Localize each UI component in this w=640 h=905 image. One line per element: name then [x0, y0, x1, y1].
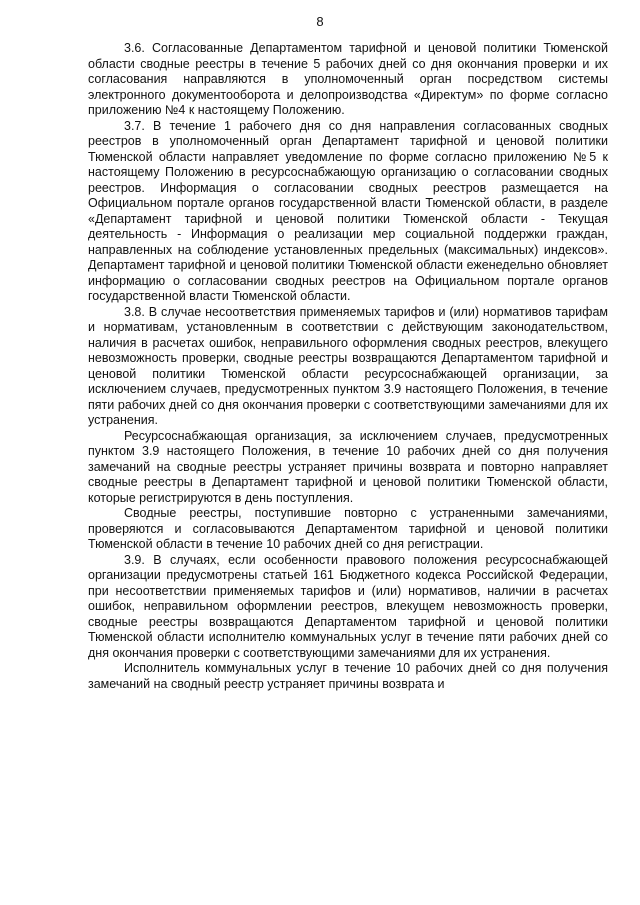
paragraph-resubmission: Ресурсоснабжающая организация, за исключением случаев, предусмотренных пунктом 3.9 настоящего Положения, в течение 10 рабочих дней со дня получения замечаний на сводные реестры устраняет причины возврата и повторно направляет сводные реестры в Департамент тарифной и ценовой политики Тюменской области, которые регистрируются в день поступления.	[88, 428, 608, 505]
paragraph-executor: Исполнитель коммунальных услуг в течение 10 рабочих дней со дня получения замечаний на сводный реестр устраняет причины возврата и	[88, 661, 608, 691]
paragraph-3-7: 3.7. В течение 1 рабочего дня со дня направления согласованных сводных реестров в уполномоченный орган Департамент тарифной и ценовой политики Тюменской области направляет уведомление по форме согласно приложению №5 к настоящему Положению в ресурсоснабжающую организацию о согласовании сводных реестров. Информация о согласовании сводных реестров размещается на Официальном портале органов государственной власти Тюменской области, в разделе «Департамент тарифной и ценовой политики Тюменской области - Текущая деятельность - Информация о реализации мер социальной поддержки граждан, направленных на соблюдение установленных предельных (максимальных) индексов». Департамент тарифной и ценовой политики Тюменской области еженедельно обновляет информацию о согласовании сводных реестров на Официальном портале органов государственной власти Тюменской области.	[88, 118, 608, 303]
document-body	[88, 41, 608, 692]
paragraph-3-6: 3.6. Согласованные Департаментом тарифной и ценовой политики Тюменской области сводные реестры в течение 5 рабочих дней со дня окончания проверки и их согласования направляются в уполномоченный орган посредством системы электронного документооборота и делопроизводства «Директум» по форме согласно приложению №4 к настоящему Положению.	[88, 41, 608, 117]
page-number: 8	[316, 14, 324, 29]
paragraph-recheck: Сводные реестры, поступившие повторно с устраненными замечаниями, проверяются и согласовываются Департаментом тарифной и ценовой политики Тюменской области в течение 10 рабочих дней со дня регистрации.	[88, 506, 608, 551]
paragraph-3-9: 3.9. В случаях, если особенности правового положения ресурсоснабжающей организации предусмотрены статьей 161 Бюджетного кодекса Российской Федерации, при несоответствии применяемых тарифов и (или) нормативов, наличии в расчетах ошибок, неправильном оформлении реестров, влекущем невозможность проверки, сводные реестры возвращаются Департаментом тарифной и ценовой политики Тюменской области исполнителю коммунальных услуг в течение пяти рабочих дней со дня окончания проверки с соответствующими замечаниями для их устранения.	[88, 552, 608, 660]
paragraph-3-8: 3.8. В случае несоответствия применяемых тарифов и (или) нормативов тарифам и нормативам, установленным в соответствии с действующим законодательством, наличия в расчетах ошибок, неправильного оформления сводных реестров, влекущего невозможность проверки, сводные реестры возвращаются Департаментом тарифной и ценовой политики Тюменской области ресурсоснабжающей организации, за исключением случаев, предусмотренных пунктом 3.9 настоящего Положения, в течение пяти рабочих дней со дня окончания проверки с соответствующими замечаниями для их устранения.	[88, 304, 608, 427]
